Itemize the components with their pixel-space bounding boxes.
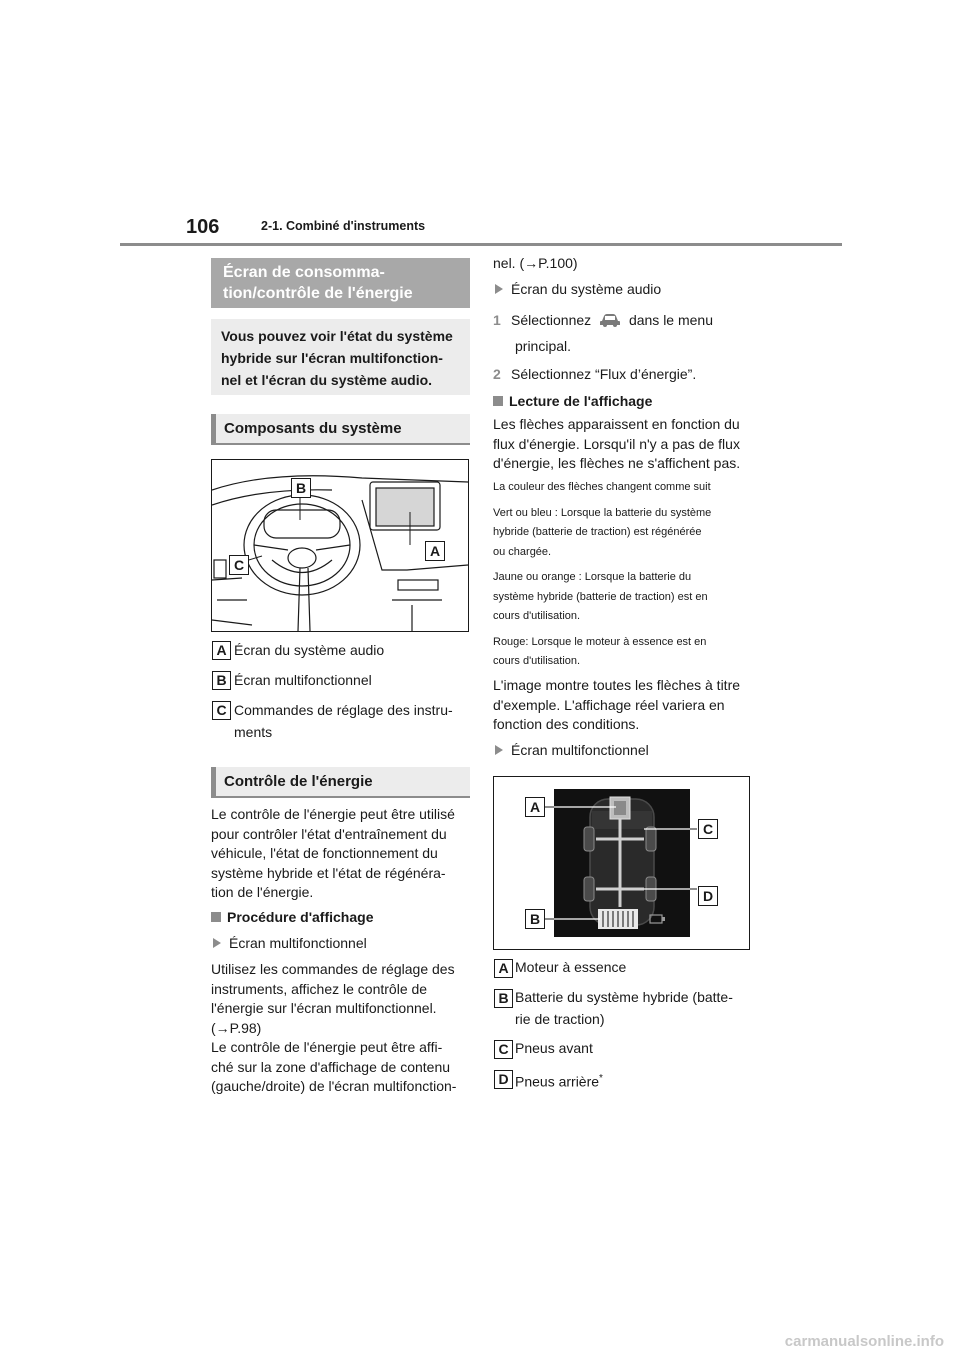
note-line: Jaune ou orange : Lorsque la batterie du: [493, 571, 692, 583]
legend-letter: B: [494, 989, 513, 1008]
procedure-bullet: [213, 934, 367, 954]
text-line: tion de l'énergie.: [211, 884, 314, 900]
step-text: dans le menu: [628, 312, 714, 328]
dashboard-callout-a: A: [425, 541, 445, 561]
step-1: [493, 311, 763, 331]
note-line: hybride (batterie de traction) est régénérée: [493, 526, 702, 538]
square-bullet-icon: [493, 396, 503, 406]
legend-label-text: Pneus arrière: [515, 1073, 600, 1090]
text-line: l'énergie sur l'écran multifonctionnel.: [211, 1000, 437, 1016]
square-bullet-icon: [211, 912, 221, 922]
components-heading: Composants du système: [211, 414, 470, 445]
legend-label: Pneus avant: [515, 1040, 593, 1056]
intro-box: [211, 319, 470, 395]
component-letter: B: [212, 671, 231, 690]
text-line: Utilisez les commandes de réglage des: [211, 961, 455, 977]
text-line: fonction des conditions.: [493, 716, 640, 732]
step-1-cont: principal.: [515, 338, 572, 354]
note-line: système hybride (batterie de traction) est en: [493, 590, 708, 603]
note-line: Rouge: Lorsque le moteur à essence est en: [493, 635, 707, 648]
procedure-heading-text: Procédure d'affichage: [227, 909, 374, 925]
text-line: L'image montre toutes les flèches à titre: [493, 677, 741, 693]
step-2: [493, 365, 763, 385]
main-heading-line: tion/contrôle de l'énergie: [223, 285, 413, 302]
step-number: 2: [493, 366, 501, 382]
reading-paragraph: [493, 415, 758, 474]
intro-line: Vous pouvez voir l'état du système: [221, 328, 453, 344]
legend-label: Moteur à essence: [515, 959, 627, 975]
triangle-bullet-icon: [495, 284, 503, 294]
component-label: Commandes de réglage des instru-: [234, 702, 453, 718]
footnote-mark: *: [599, 1073, 603, 1084]
text-line: Le contrôle de l'énergie peut être utilisé: [211, 806, 455, 822]
text-line: pour contrôler l'état d'entraînement du: [211, 825, 447, 842]
text-line: Le contrôle de l'énergie peut être affi-: [211, 1039, 443, 1055]
watermark: carmanualsonline.info: [784, 1333, 944, 1350]
legend-letter: C: [494, 1040, 513, 1059]
triangle-bullet-icon: [213, 938, 221, 948]
dashboard-callout-b: B: [291, 478, 311, 498]
component-label-cont: ments: [234, 724, 273, 740]
note-line: cours d'utilisation.: [493, 655, 581, 667]
procedure-paragraph: [211, 960, 473, 1097]
note-line: Vert ou bleu : Lorsque la batterie du système: [493, 506, 712, 519]
example-paragraph: [493, 676, 758, 735]
step-text: Sélectionnez “Flux d’énergie”.: [511, 366, 697, 382]
color-notes: [493, 478, 758, 672]
note-line: cours d'utilisation.: [493, 610, 581, 622]
continued-text[interactable]: nel. (→P.100): [493, 255, 578, 271]
car-icon: [599, 312, 621, 328]
text-line: véhicule, l'état de fonctionnement du: [211, 845, 438, 861]
audio-bullet: [495, 280, 661, 300]
energy-heading: Contrôle de l'énergie: [211, 767, 470, 798]
text-line: système hybride et l'état de régénéra-: [211, 864, 446, 881]
step-text: Sélectionnez: [511, 312, 592, 328]
page-number: 106: [186, 216, 220, 238]
flow-callout-a: A: [525, 797, 545, 817]
note-line: La couleur des flèches changent comme suit: [493, 481, 711, 493]
text-line: flux d'énergie. Lorsqu'il n'y a pas de flux: [493, 435, 740, 452]
energy-flow-diagram: [493, 776, 750, 950]
main-heading: [211, 258, 470, 308]
legend-label: Batterie du système hybride (batte-: [515, 989, 733, 1005]
text-line: Les flèches apparaissent en fonction du: [493, 416, 740, 432]
dashboard-diagram: [211, 459, 469, 632]
triangle-bullet-icon: [495, 745, 503, 755]
reading-heading-text: Lecture de l'affichage: [509, 393, 653, 409]
component-label: Écran multifonctionnel: [234, 672, 372, 688]
legend-label: [515, 1069, 603, 1092]
component-letter: A: [212, 641, 231, 660]
legend-label-cont: rie de traction): [515, 1011, 605, 1027]
reading-heading: [493, 393, 652, 409]
dashboard-callout-c: C: [229, 555, 249, 575]
component-letter: C: [212, 701, 231, 720]
procedure-bullet-text: Écran multifonctionnel: [229, 935, 367, 951]
multi-bullet: [495, 741, 649, 761]
text-line: d'énergie, les flèches ne s'affichent pas.: [493, 455, 741, 471]
flow-callout-c: C: [698, 819, 718, 839]
flow-callout-b: B: [525, 909, 545, 929]
audio-bullet-text: Écran du système audio: [511, 281, 662, 297]
intro-line: nel et l'écran du système audio.: [221, 372, 433, 388]
procedure-heading: [211, 909, 373, 925]
multi-bullet-text: Écran multifonctionnel: [511, 742, 649, 758]
intro-line: hybride sur l'écran multifonction-: [221, 350, 443, 366]
flow-callout-d: D: [698, 886, 718, 906]
text-line: ché sur la zone d'affichage de contenu: [211, 1058, 451, 1075]
page-ref-link[interactable]: (→P.98): [211, 1019, 262, 1036]
text-line: d'exemple. L'affichage réel variera en: [493, 696, 725, 713]
text-line: instruments, affichez le contrôle de: [211, 980, 428, 997]
step-number: 1: [493, 312, 501, 328]
text-line: (gauche/droite) de l'écran multifonction-: [211, 1078, 457, 1094]
legend-letter: A: [494, 959, 513, 978]
energy-paragraph: [211, 805, 473, 903]
main-heading-line: Écran de consomma-: [223, 264, 385, 281]
component-label: Écran du système audio: [234, 642, 385, 658]
note-line: ou chargée.: [493, 545, 552, 558]
header-rule: [120, 243, 842, 246]
legend-letter: D: [494, 1070, 513, 1089]
section-title: 2-1. Combiné d'instruments: [261, 219, 426, 233]
